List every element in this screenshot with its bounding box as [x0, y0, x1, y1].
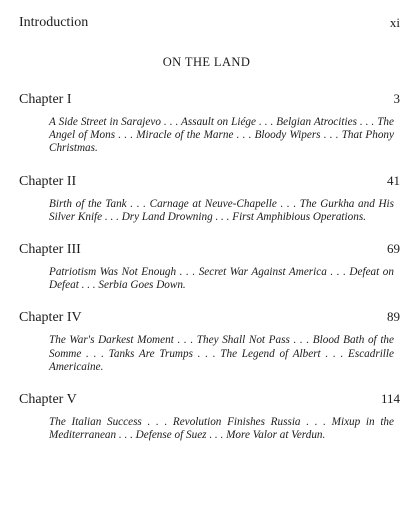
chapter-entry — [19, 240, 400, 292]
chapter-page-number: 3 — [393, 91, 400, 106]
chapter-title: Chapter III — [19, 242, 81, 258]
chapter-header — [19, 390, 400, 409]
chapter-header — [19, 308, 400, 327]
introduction-page-number: xi — [389, 15, 400, 30]
chapter-entry — [19, 172, 400, 224]
chapter-summary: Birth of the Tank . . . Carnage at Neuve-Chapelle . . . The Gurkha and His Silver Knife . . . Dry Land Drowning . . . First Amphibious Operations. — [49, 197, 394, 223]
chapter-summary: A Side Street in Sarajevo . . . Assault on Liége . . . Belgian Atrocities . . . The Angel of Mons . . . Miracle of the Marne . . . Bloody Wipers . . . That Phony Christmas. — [49, 116, 394, 155]
chapter-header — [19, 240, 400, 259]
chapter-entry — [19, 90, 400, 156]
chapter-page-number: 69 — [387, 241, 400, 257]
chapter-page-number: 41 — [387, 172, 400, 188]
chapter-summary: Patriotism Was Not Enough . . . Secret War Against America . . . Defeat on Defeat . . . Serbia Goes Down. — [49, 266, 394, 292]
section-heading: ON THE LAND — [162, 55, 251, 69]
introduction-label: Introduction — [19, 15, 89, 30]
chapter-header — [19, 90, 400, 109]
chapter-title: Chapter II — [19, 173, 77, 189]
chapter-page-number: 114 — [380, 391, 400, 407]
chapter-page-number: 89 — [387, 309, 400, 325]
chapter-entry — [19, 390, 400, 442]
chapter-title: Chapter V — [19, 392, 77, 408]
chapter-entry — [19, 308, 400, 374]
chapter-summary: The Italian Success . . . Revolution Finishes Russia . . . Mixup in the Mediterranean . . . Defense of Suez . . . More Valor at Verdun. — [49, 416, 394, 442]
chapter-summary: The War's Darkest Moment . . . They Shall Not Pass . . . Blood Bath of the Somme . . . Tanks Are Trumps . . . The Legend of Albert . . . Escadrille Americaine. — [49, 334, 394, 373]
chapter-list — [19, 90, 400, 458]
introduction-entry — [19, 14, 400, 32]
chapter-header — [19, 172, 400, 191]
chapter-title: Chapter IV — [19, 310, 82, 326]
chapter-title: Chapter I — [19, 92, 72, 107]
